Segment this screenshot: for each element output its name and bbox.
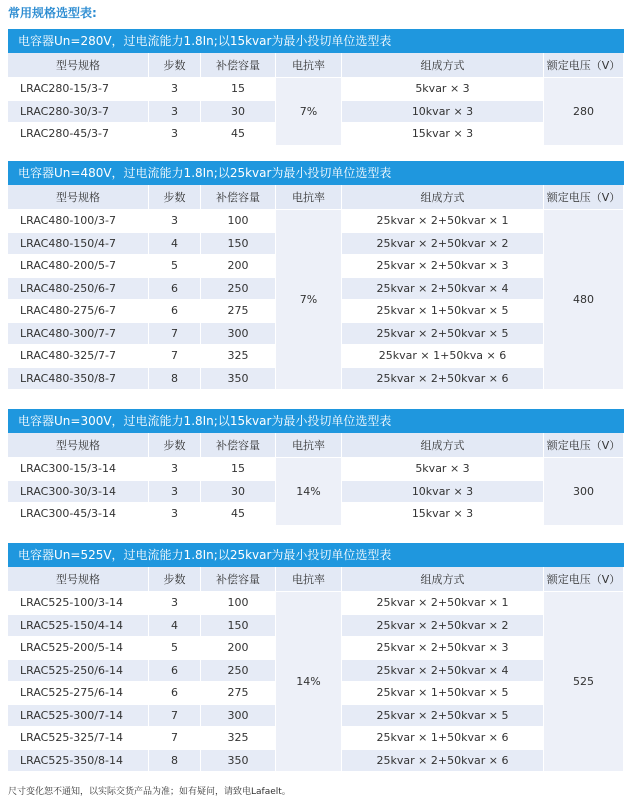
cell-model: LRAC525-150/4-14 [8,615,149,638]
cell-capacity: 275 [201,300,276,323]
table-header-row [8,433,624,458]
col-header-model: 型号规格 [8,53,149,78]
cell-capacity: 200 [201,637,276,660]
cell-steps: 7 [149,705,201,728]
cell-voltage: 525 [544,592,624,772]
cell-steps: 6 [149,682,201,705]
cell-model: LRAC480-100/3-7 [8,210,149,233]
table-row [8,210,624,233]
table-row [8,592,624,615]
cell-steps: 3 [149,78,201,101]
cell-model: LRAC525-250/6-14 [8,660,149,683]
cell-model: LRAC480-325/7-7 [8,345,149,368]
cell-steps: 3 [149,503,201,526]
cell-steps: 3 [149,458,201,481]
cell-composition: 10kvar × 3 [342,101,544,124]
cell-capacity: 15 [201,78,276,101]
page-heading: 常用规格选型表: [8,6,97,20]
cell-composition: 25kvar × 2+50kvar × 4 [342,660,544,683]
spec-table-block [8,161,624,390]
table-title: 电容器Un=300V，过电流能力1.8In;以15kvar为最小投切单位选型表 [8,409,624,433]
table-header-row [8,185,624,210]
table-title: 电容器Un=480V，过电流能力1.8In;以25kvar为最小投切单位选型表 [8,161,624,185]
cell-voltage: 280 [544,78,624,146]
cell-composition: 25kvar × 2+50kvar × 1 [342,592,544,615]
cell-composition: 25kvar × 1+50kva × 6 [342,345,544,368]
cell-capacity: 325 [201,345,276,368]
cell-model: LRAC300-15/3-14 [8,458,149,481]
cell-model: LRAC525-100/3-14 [8,592,149,615]
col-header-steps: 步数 [149,185,201,210]
cell-composition: 25kvar × 2+50kvar × 5 [342,323,544,346]
cell-steps: 4 [149,233,201,256]
cell-model: LRAC480-275/6-7 [8,300,149,323]
cell-capacity: 350 [201,750,276,773]
col-header-capacity: 补偿容量 [201,53,276,78]
cell-steps: 4 [149,615,201,638]
cell-steps: 6 [149,278,201,301]
cell-model: LRAC280-30/3-7 [8,101,149,124]
cell-reactance: 14% [276,592,342,772]
col-header-model: 型号规格 [8,433,149,458]
cell-steps: 7 [149,323,201,346]
cell-composition: 10kvar × 3 [342,481,544,504]
spec-table [8,567,624,772]
cell-steps: 5 [149,255,201,278]
cell-model: LRAC480-300/7-7 [8,323,149,346]
table-header-row [8,53,624,78]
cell-capacity: 150 [201,615,276,638]
col-header-composition: 组成方式 [342,185,544,210]
spec-table [8,433,624,526]
col-header-steps: 步数 [149,567,201,592]
col-header-reactance: 电抗率 [276,567,342,592]
col-header-model: 型号规格 [8,185,149,210]
col-header-voltage: 额定电压（V） [544,185,624,210]
cell-capacity: 45 [201,503,276,526]
cell-voltage: 300 [544,458,624,526]
cell-capacity: 200 [201,255,276,278]
table-title: 电容器Un=525V，过电流能力1.8In;以25kvar为最小投切单位选型表 [8,543,624,567]
cell-reactance: 7% [276,210,342,390]
cell-model: LRAC525-300/7-14 [8,705,149,728]
cell-capacity: 100 [201,210,276,233]
cell-steps: 7 [149,345,201,368]
col-header-capacity: 补偿容量 [201,433,276,458]
col-header-reactance: 电抗率 [276,433,342,458]
cell-reactance: 14% [276,458,342,526]
cell-capacity: 300 [201,323,276,346]
cell-steps: 8 [149,368,201,391]
col-header-composition: 组成方式 [342,53,544,78]
cell-voltage: 480 [544,210,624,390]
cell-composition: 5kvar × 3 [342,78,544,101]
cell-capacity: 150 [201,233,276,256]
cell-composition: 25kvar × 2+50kvar × 3 [342,637,544,660]
cell-model: LRAC525-325/7-14 [8,727,149,750]
cell-steps: 6 [149,300,201,323]
col-header-composition: 组成方式 [342,433,544,458]
cell-composition: 25kvar × 2+50kvar × 5 [342,705,544,728]
cell-capacity: 15 [201,458,276,481]
cell-composition: 5kvar × 3 [342,458,544,481]
cell-steps: 3 [149,592,201,615]
footer-note: 尺寸变化恕不通知，以实际交货产品为准；如有疑问，请致电Lafaelt。 [8,787,291,797]
col-header-voltage: 额定电压（V） [544,433,624,458]
cell-steps: 7 [149,727,201,750]
cell-composition: 25kvar × 2+50kvar × 1 [342,210,544,233]
cell-capacity: 30 [201,481,276,504]
cell-model: LRAC525-275/6-14 [8,682,149,705]
spec-table-block [8,29,624,146]
cell-steps: 3 [149,101,201,124]
cell-steps: 6 [149,660,201,683]
cell-model: LRAC525-350/8-14 [8,750,149,773]
table-header-row [8,567,624,592]
col-header-composition: 组成方式 [342,567,544,592]
spec-table [8,185,624,390]
cell-steps: 3 [149,210,201,233]
col-header-capacity: 补偿容量 [201,567,276,592]
table-row [8,458,624,481]
cell-reactance: 7% [276,78,342,146]
cell-composition: 25kvar × 2+50kvar × 2 [342,233,544,256]
col-header-voltage: 额定电压（V） [544,53,624,78]
cell-capacity: 250 [201,278,276,301]
cell-composition: 25kvar × 2+50kvar × 4 [342,278,544,301]
cell-model: LRAC480-200/5-7 [8,255,149,278]
spec-table-block [8,543,624,772]
col-header-steps: 步数 [149,433,201,458]
spec-table [8,53,624,146]
cell-capacity: 300 [201,705,276,728]
cell-model: LRAC480-350/8-7 [8,368,149,391]
col-header-capacity: 补偿容量 [201,185,276,210]
cell-model: LRAC525-200/5-14 [8,637,149,660]
cell-capacity: 325 [201,727,276,750]
cell-capacity: 250 [201,660,276,683]
cell-steps: 3 [149,481,201,504]
cell-composition: 25kvar × 2+50kvar × 6 [342,750,544,773]
cell-steps: 5 [149,637,201,660]
cell-capacity: 45 [201,123,276,146]
cell-capacity: 350 [201,368,276,391]
col-header-reactance: 电抗率 [276,53,342,78]
cell-composition: 15kvar × 3 [342,503,544,526]
cell-composition: 25kvar × 2+50kvar × 6 [342,368,544,391]
col-header-voltage: 额定电压（V） [544,567,624,592]
col-header-model: 型号规格 [8,567,149,592]
cell-capacity: 30 [201,101,276,124]
cell-model: LRAC300-30/3-14 [8,481,149,504]
cell-model: LRAC300-45/3-14 [8,503,149,526]
cell-composition: 25kvar × 1+50kvar × 5 [342,682,544,705]
cell-composition: 25kvar × 2+50kvar × 2 [342,615,544,638]
cell-model: LRAC280-15/3-7 [8,78,149,101]
table-row [8,78,624,101]
col-header-steps: 步数 [149,53,201,78]
cell-steps: 8 [149,750,201,773]
cell-composition: 15kvar × 3 [342,123,544,146]
table-title: 电容器Un=280V，过电流能力1.8In;以15kvar为最小投切单位选型表 [8,29,624,53]
cell-capacity: 100 [201,592,276,615]
col-header-reactance: 电抗率 [276,185,342,210]
cell-model: LRAC280-45/3-7 [8,123,149,146]
spec-table-block [8,409,624,526]
cell-composition: 25kvar × 1+50kvar × 6 [342,727,544,750]
cell-composition: 25kvar × 1+50kvar × 5 [342,300,544,323]
cell-composition: 25kvar × 2+50kvar × 3 [342,255,544,278]
cell-capacity: 275 [201,682,276,705]
cell-model: LRAC480-250/6-7 [8,278,149,301]
cell-model: LRAC480-150/4-7 [8,233,149,256]
cell-steps: 3 [149,123,201,146]
